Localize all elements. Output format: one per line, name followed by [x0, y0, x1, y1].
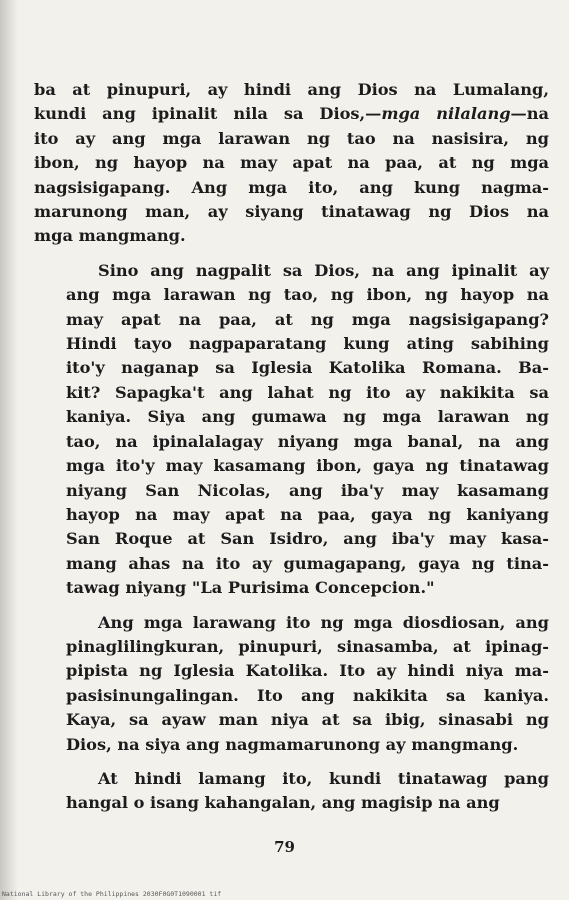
- text-line: San Roque at San Isidro, ang iba'y may kasa-: [66, 529, 549, 549]
- text-line: ito'y naganap sa Iglesia Katolika Romana. Ba-: [66, 358, 549, 378]
- text-line: tawag niyang "La Purisima Concepcion.": [66, 578, 435, 598]
- paragraph: [34, 78, 549, 249]
- text-line: nagsisigapang. Ang mga ito, ang kung nagma-: [34, 177, 549, 197]
- text-line: Kaya, sa ayaw man niya at sa ibig, sinasabi ng: [66, 710, 549, 730]
- text-line: Dios, na siya ang nagmamarunong ay mangmang.: [66, 734, 519, 754]
- page-body-text: [34, 78, 549, 826]
- text-line: mang ahas na ito ay gumagapang, gaya ng tina-: [66, 553, 549, 573]
- text-line: ang mga larawan ng tao, ng ibon, ng hayop na: [66, 285, 549, 305]
- text-line: kundi ang ipinalit nila sa Dios,—mga nilalang—na: [34, 104, 549, 124]
- text-line: ibon, ng hayop na may apat na paa, at ng mga: [34, 153, 549, 173]
- text-line: pipista ng Iglesia Katolika. Ito ay hindi niya ma-: [66, 661, 549, 681]
- text-line: marunong man, ay siyang tinatawag ng Dios na: [34, 202, 549, 222]
- paragraph: [34, 767, 549, 816]
- text-line: mga ito'y may kasamang ibon, gaya ng tinatawag: [66, 456, 549, 476]
- text-line: Sino ang nagpalit sa Dios, na ang ipinalit ay: [98, 260, 549, 280]
- emphasis: mga nilalang: [381, 104, 511, 124]
- text-line: ito ay ang mga larawan ng tao na nasisira, ng: [34, 128, 549, 148]
- page-number: 79: [274, 838, 295, 856]
- text-line: kit? Sapagka't ang lahat ng ito ay nakikita sa: [66, 382, 549, 402]
- text-line: ba at pinupuri, ay hindi ang Dios na Lumalang,: [34, 80, 549, 99]
- text-line: Ang mga larawang ito ng mga diosdiosan, ang: [98, 612, 549, 632]
- page-edge-shadow: [0, 0, 18, 900]
- text-line: mga mangmang.: [34, 226, 186, 246]
- paragraph: [34, 611, 549, 757]
- text-line: hayop na may apat na paa, gaya ng kaniyang: [66, 504, 549, 524]
- text-line: niyang San Nicolas, ang iba'y may kasamang: [66, 480, 549, 500]
- text-line: pinaglilingkuran, pinupuri, sinasamba, at ipinag-: [66, 636, 549, 656]
- text-line: Hindi tayo nagpaparatang kung ating sabihing: [66, 334, 549, 354]
- text-line: pasisinungalingan. Ito ang nakikita sa kaniya.: [66, 685, 549, 705]
- scan-footer-stamp: National Library of the Philippines 2030F0G0T1090001 tif: [2, 890, 222, 898]
- text-line: hangal o isang kahangalan, ang magisip na ang: [66, 793, 500, 813]
- paragraph: [34, 259, 549, 601]
- text-line: tao, na ipinalalagay niyang mga banal, na ang: [66, 431, 549, 451]
- text-line: At hindi lamang ito, kundi tinatawag pang: [98, 768, 549, 788]
- text-line: may apat na paa, at ng mga nagsisigapang?: [66, 309, 549, 329]
- text-line: kaniya. Siya ang gumawa ng mga larawan ng: [66, 407, 549, 427]
